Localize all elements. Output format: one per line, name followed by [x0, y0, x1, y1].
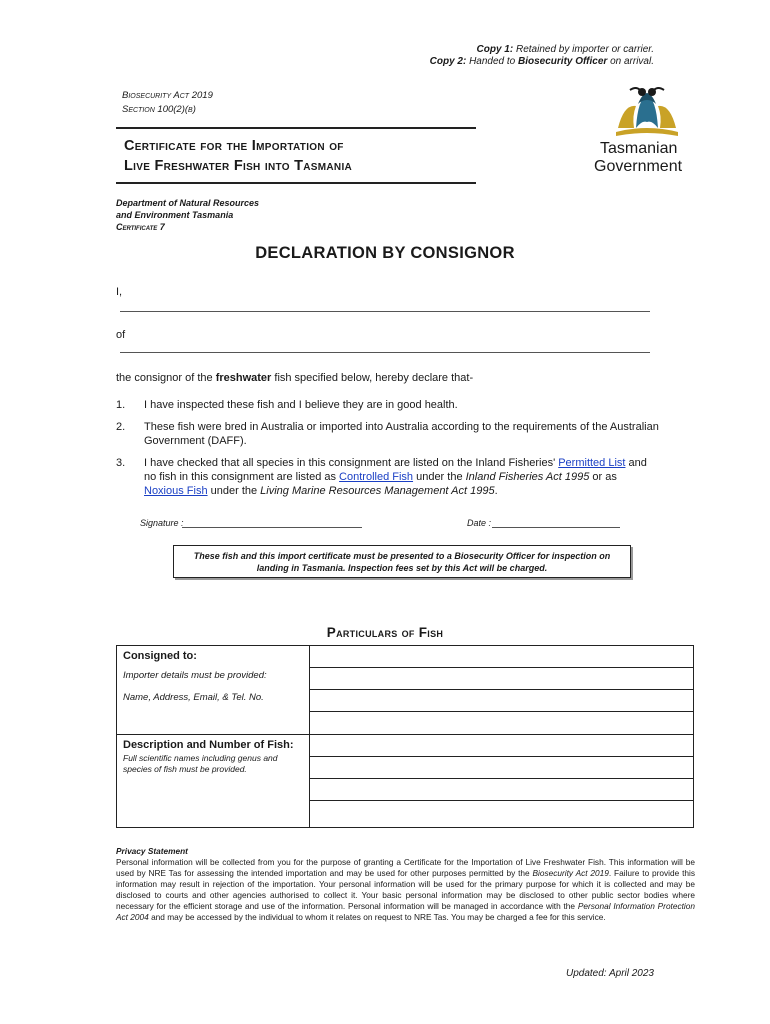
department: [116, 197, 259, 233]
date-label: Date :: [467, 518, 492, 528]
item-3-text: I have checked that all species in this consignment are listed on the Inland Fisheries' Permitted List and no fish in this consignment are listed as Controlled Fish under the Inland Fisheries Act 1995 or as Noxious Fish under the Living Marine Resources Management Act 1995.: [144, 457, 647, 497]
consignor-name-field[interactable]: [120, 311, 650, 312]
privacy-heading: Privacy Statement: [116, 846, 188, 856]
signature-label: Signature :: [140, 518, 184, 528]
privacy-statement: [116, 846, 695, 923]
consigned-entry-line[interactable]: [310, 646, 693, 668]
date-field[interactable]: [492, 527, 620, 528]
notice-line-1: These fish and this import certificate must be presented to a Biosecurity Officer for inspection on: [193, 551, 611, 561]
consigned-entry-line[interactable]: [310, 712, 693, 734]
consigned-row: [117, 646, 694, 735]
consigned-heading: Consigned to:: [123, 650, 197, 662]
title-line-1: Certificate for the Importation of: [124, 138, 344, 154]
item-1-text: I have inspected these fish and I believe they are in good health.: [144, 399, 458, 411]
copy2-note: Copy 2: Handed to Biosecurity Officer on arrival.: [429, 56, 654, 67]
noxious-fish-link[interactable]: Noxious Fish: [144, 485, 208, 497]
logo-text-line-1: Tasmanian: [600, 140, 678, 157]
item-2-number: 2.: [116, 421, 126, 433]
item-2-text: These fish were bred in Australia or imported into Australia according to the requirements of the Australian Government (DAFF).: [144, 421, 659, 447]
permitted-list-link[interactable]: Permitted List: [558, 457, 626, 469]
consigned-entry-line[interactable]: [310, 690, 693, 712]
consigned-entry-cell[interactable]: [310, 646, 694, 735]
consigned-note-2: Name, Address, Email, & Tel. No.: [123, 692, 264, 703]
act-name: Biosecurity Act 2019: [122, 90, 213, 101]
tasmanian-tiger-crest-icon: [612, 84, 682, 140]
description-entry-line[interactable]: [310, 757, 693, 779]
description-label-cell: [117, 735, 310, 828]
act-section: Section 100(2)(b): [122, 104, 196, 115]
particulars-table: [116, 645, 694, 828]
updated-date: Updated: April 2023: [565, 968, 654, 979]
inspection-notice: [173, 545, 631, 578]
department-line-2: and Environment Tasmania: [116, 210, 234, 220]
consigned-entry-line[interactable]: [310, 668, 693, 690]
of-label: of: [116, 329, 126, 341]
description-row: [117, 735, 694, 828]
declaration-heading: DECLARATION BY CONSIGNOR: [255, 244, 515, 262]
consigned-label-cell: [117, 646, 310, 735]
controlled-fish-link[interactable]: Controlled Fish: [339, 471, 414, 483]
consigned-note-1: Importer details must be provided:: [123, 670, 267, 681]
description-entry-line[interactable]: [310, 735, 693, 757]
department-line-1: Department of Natural Resources: [116, 198, 260, 208]
particulars-heading: Particulars of Fish: [326, 625, 444, 640]
act-reference: [122, 89, 213, 117]
notice-line-2: landing in Tasmania. Inspection fees set by this Act will be charged.: [256, 563, 548, 573]
certificate-title: [116, 127, 476, 184]
i-label: I,: [116, 286, 123, 298]
copy1-note: Copy 1: Retained by importer or carrier.: [476, 44, 654, 55]
title-line-2: Live Freshwater Fish into Tasmania: [124, 158, 353, 174]
description-note: Full scientific names including genus and species of fish must be provided.: [123, 753, 278, 774]
description-entry-line[interactable]: [310, 801, 693, 827]
description-heading: Description and Number of Fish:: [123, 739, 294, 751]
privacy-text: Personal information will be collected from you for the purpose of granting a Certificate for the Importation of Live Freshwater Fish. This information will be used by NRE Tas for assessing the intended importation and may be used for other purposes permitted by the Biosecurity Act 2019. Failure to provide this information may result in rejection of the importation. Your personal information will be used for the primary purpose for which it is collected and may be disclosed to courts and other agencies authorised to collect it. Your basic personal information may be disclosed to other public sector bodies where necessary for the efficient storage and use of the information. Personal information will be managed in accordance with the Personal Information Protection Act 2004 and may be accessed by the individual to whom it relates on request to NRE Tas. You may be charged a fee for this service.: [116, 857, 696, 922]
signature-field[interactable]: [182, 527, 362, 528]
declaration-intro: the consignor of the freshwater fish specified below, hereby declare that-: [116, 372, 474, 384]
tasmanian-government-logo: [592, 84, 702, 178]
consignor-address-field[interactable]: [120, 352, 650, 353]
item-3-number: 3.: [116, 457, 126, 469]
copy-notes: [430, 44, 654, 68]
logo-text-line-2: Government: [594, 158, 683, 175]
item-1-number: 1.: [116, 399, 126, 411]
description-entry-line[interactable]: [310, 779, 693, 801]
certificate-number: Certificate 7: [116, 222, 165, 232]
description-entry-cell[interactable]: [310, 735, 694, 828]
